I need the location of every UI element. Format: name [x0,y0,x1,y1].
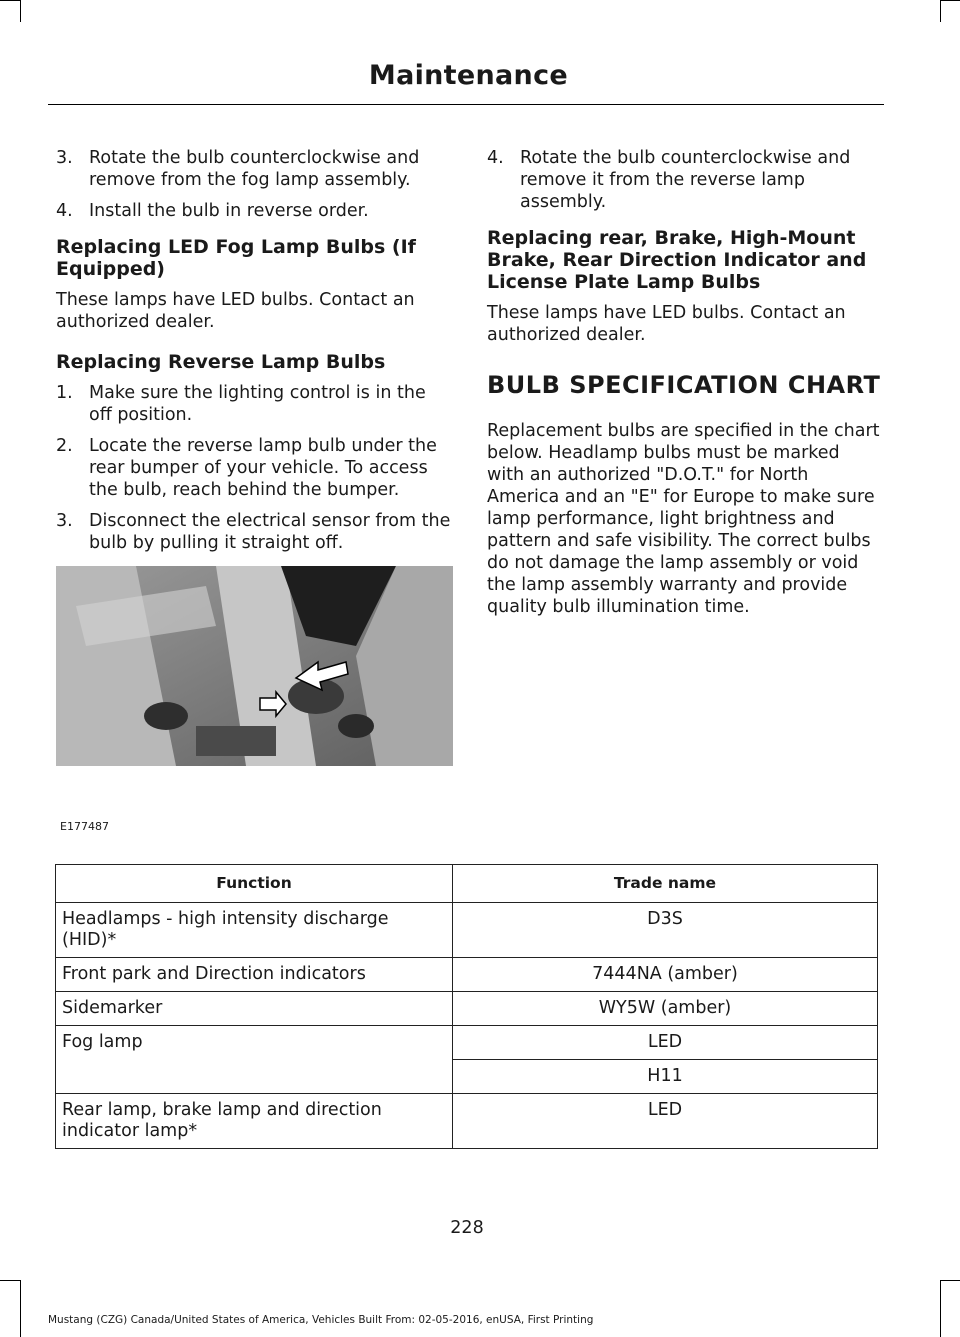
table-row [56,1026,878,1060]
step-item [56,382,451,426]
function-cell: Fog lamp [56,1026,453,1060]
section-heading-reverse: Replacing Reverse Lamp Bulbs [56,351,386,373]
step-number: 2. [56,436,73,456]
table-row [56,958,878,992]
header-divider [48,104,884,105]
function-cell: Front park and Direction indicators [56,958,453,992]
function-cell [56,1060,453,1094]
figure-code: E177487 [60,820,109,833]
crop-mark [20,1280,21,1337]
function-cell: Headlamps - high intensity discharge (HID)* [56,903,453,958]
trade-name-cell: D3S [453,903,878,958]
step-item [487,147,882,213]
crop-mark [0,0,20,1]
page-number: 228 [450,1218,484,1238]
function-cell: Sidemarker [56,992,453,1026]
crop-mark [0,1280,20,1281]
trade-name-cell: LED [453,1026,878,1060]
trade-name-cell: H11 [453,1060,878,1094]
table-row [56,992,878,1026]
page-title: Maintenance [368,60,568,91]
table-row [56,1094,878,1149]
step-number: 3. [56,511,73,531]
right-column [487,147,882,629]
step-text: Install the bulb in reverse order. [89,201,369,221]
chart-intro-paragraph: Replacement bulbs are specified in the chart below. Headlamp bulbs must be marked with an authorized "D.O.T." for North America and an "E" for Europe to make sure lamp performance, light brightness and pattern and safe visibility. The correct bulbs do not damage the lamp assembly or void the lamp assembly warranty and provide quality bulb illumination time. [487,421,880,617]
step-item [56,200,451,222]
trade-name-cell: 7444NA (amber) [453,958,878,992]
step-text: Rotate the bulb counterclockwise and remove it from the reverse lamp assembly. [520,148,851,212]
footer-text: Mustang (CZG) Canada/United States of America, Vehicles Built From: 02-05-2016, enUSA, First Printing [48,1314,594,1326]
step-number: 4. [487,148,504,168]
section-heading-led-fog: Replacing LED Fog Lamp Bulbs (If Equipped) [56,236,416,280]
left-column [56,147,451,563]
reverse-lamp-illustration [56,566,453,766]
crop-mark [940,0,941,22]
crop-mark [20,0,21,22]
step-item [56,147,451,191]
trade-name-cell: WY5W (amber) [453,992,878,1026]
crop-mark [940,1280,941,1337]
section-heading-rear-lamps: Replacing rear, Brake, High-Mount Brake, Rear Direction Indicator and License Plate Lamp Bulbs [487,227,867,293]
bumper-drawing [56,566,453,766]
step-item [56,510,451,554]
step-text: Locate the reverse lamp bulb under the rear bumper of your vehicle. To access the bulb, reach behind the bumper. [89,436,437,500]
step-item [56,435,451,501]
step-text: Make sure the lighting control is in the off position. [89,383,426,425]
column-header-trade-name: Trade name [453,865,878,903]
step-text: Disconnect the electrical sensor from the bulb by pulling it straight off. [89,511,451,553]
function-cell: Rear lamp, brake lamp and direction indicator lamp* [56,1094,453,1149]
step-text: Rotate the bulb counterclockwise and remove from the fog lamp assembly. [89,148,420,190]
step-number: 1. [56,383,73,403]
trade-name-cell: LED [453,1094,878,1149]
crop-mark [940,0,960,1]
led-fog-paragraph: These lamps have LED bulbs. Contact an authorized dealer. [56,290,415,332]
step-number: 3. [56,148,73,168]
table-row [56,903,878,958]
step-number: 4. [56,201,73,221]
table-row [56,1060,878,1094]
rear-lamps-paragraph: These lamps have LED bulbs. Contact an authorized dealer. [487,303,846,345]
crop-mark [940,1280,960,1281]
chart-heading: BULB SPECIFICATION CHART [487,371,881,399]
column-header-function: Function [56,865,453,903]
table-header-row [56,865,878,903]
bulb-spec-table [55,864,878,1149]
